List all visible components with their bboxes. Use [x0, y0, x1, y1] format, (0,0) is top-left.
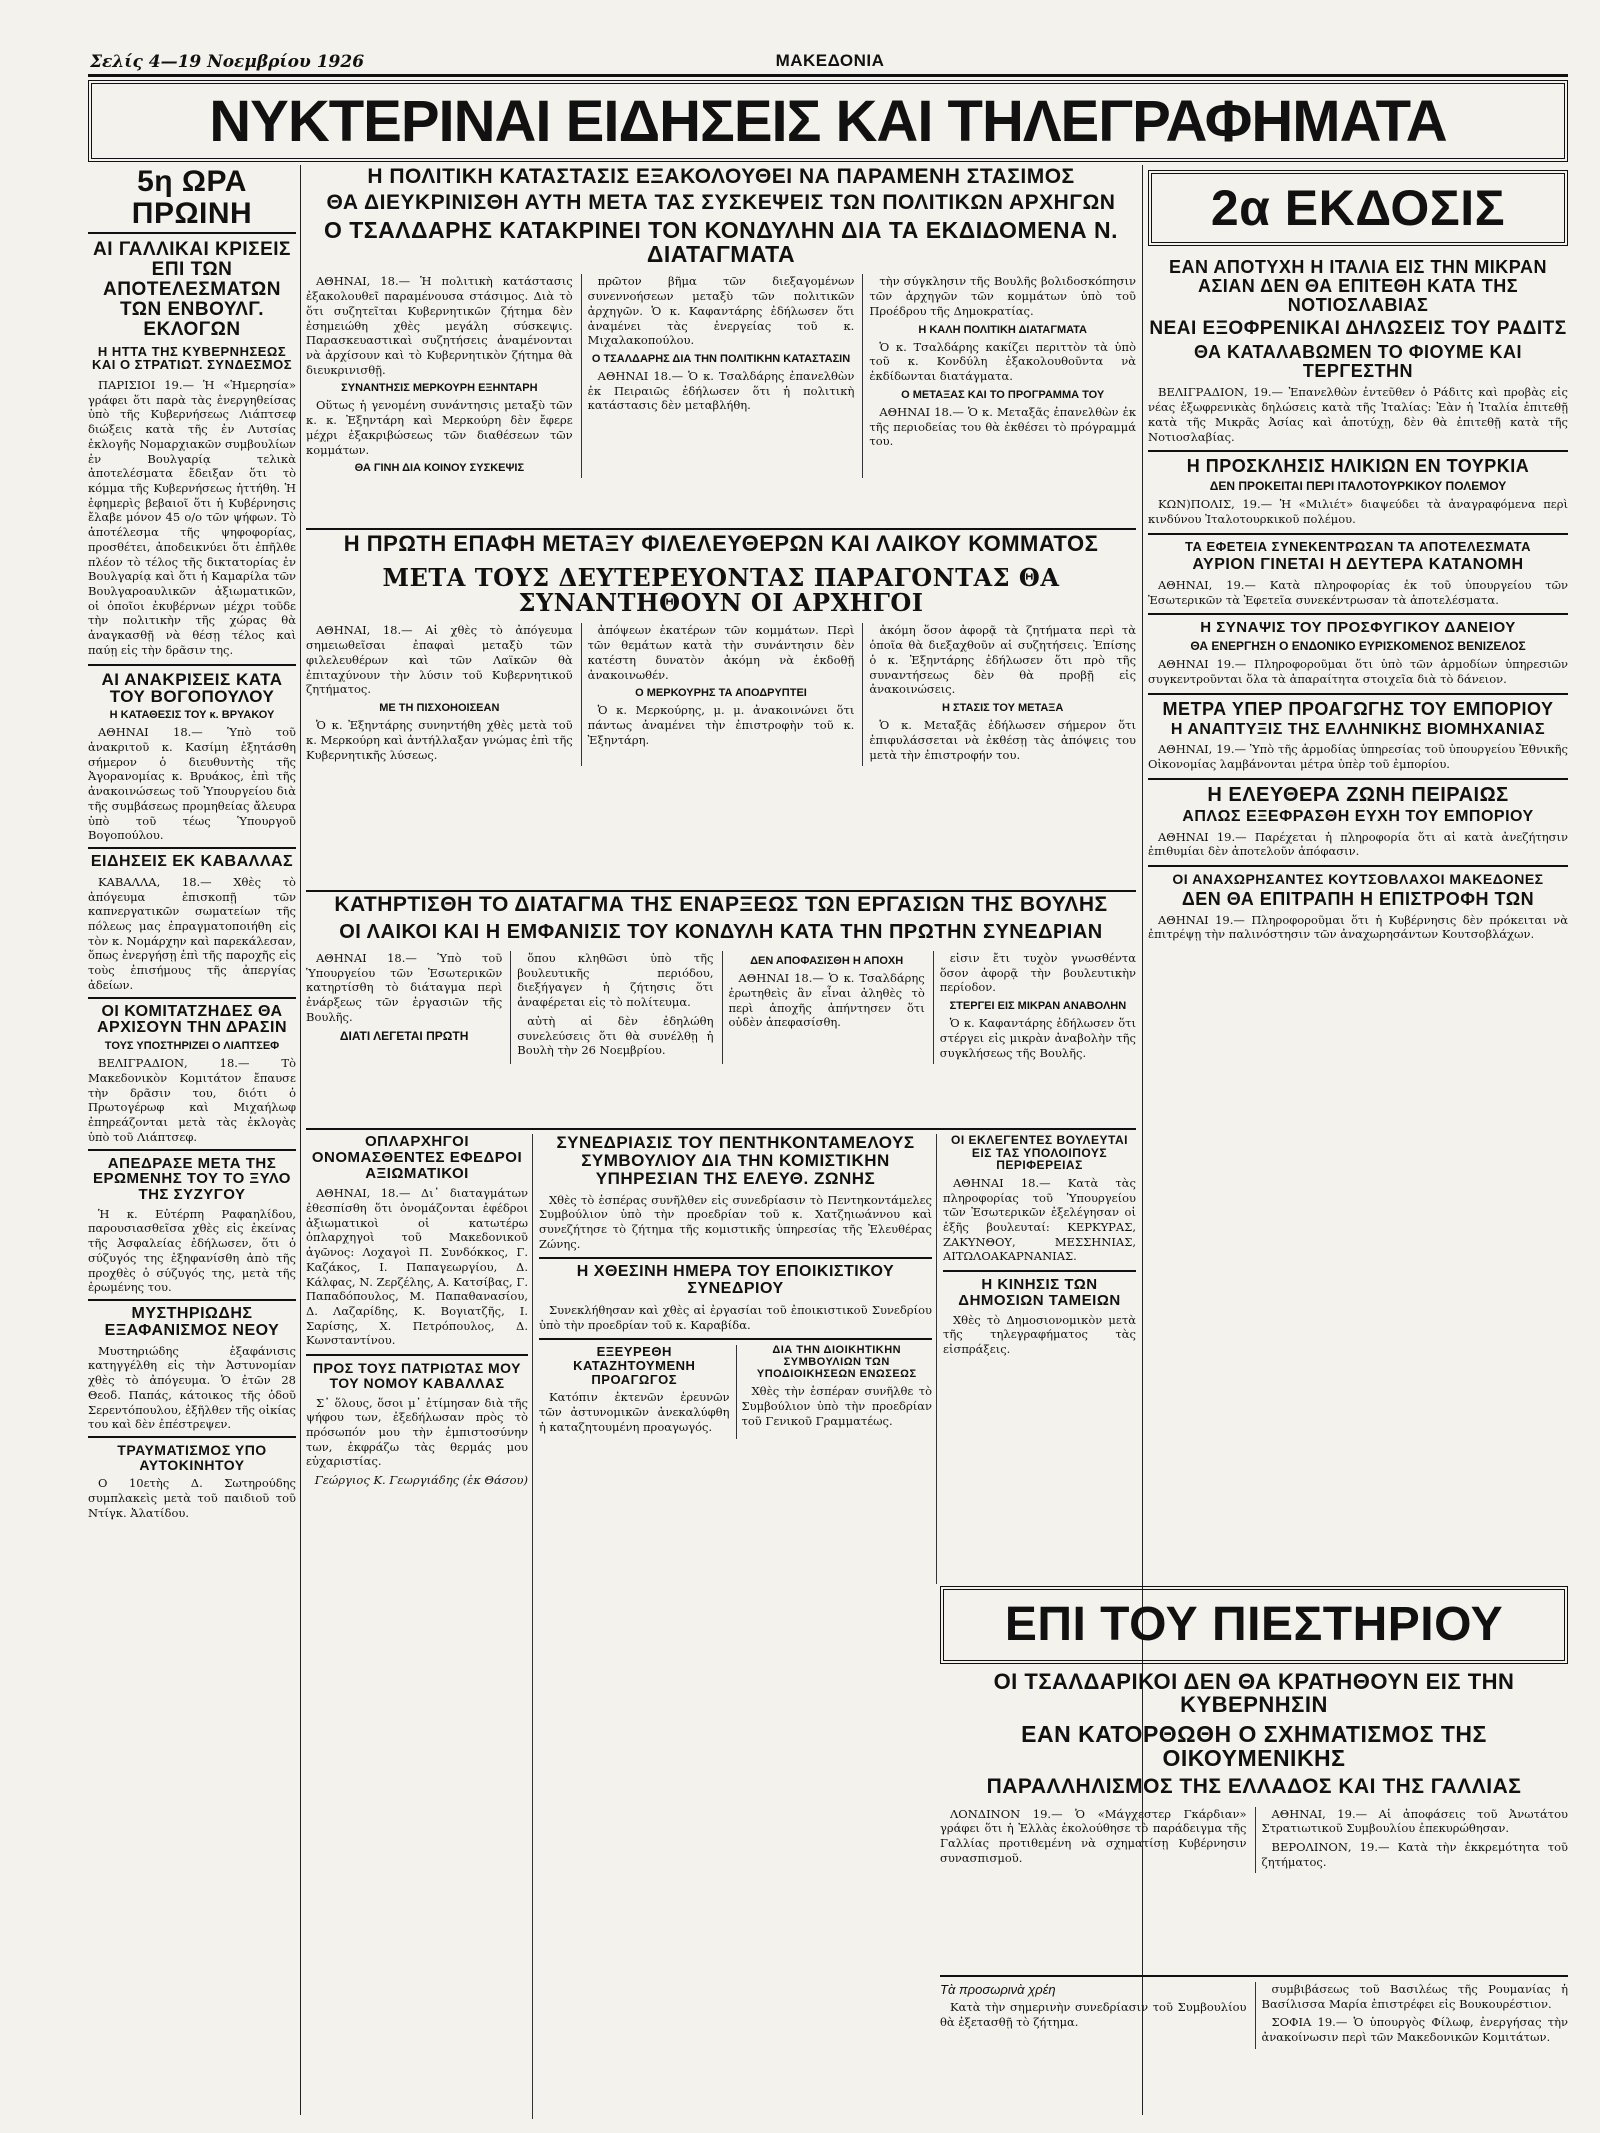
rule-mid-3: [306, 1128, 1136, 1130]
top-col-2: πρῶτον βῆμα τῶν διεξαγομένων συνεννοήσεων μεταξὺ τῶν πολιτικῶν ἀρχηγῶν. Ὁ κ. Καφαντάρης ἐδήλωσεν ὅτι ἀναμένει τὰς ἐνεργείας τοῦ κ. Μιχαλακοπούλου. Ο ΤΣΑΛΔΑΡΗΣ ΔΙΑ ΤΗΝ ΠΟΛΙΤΙΚΗΝ ΚΑΤΑΣΤΑΣΙΝ ΑΘΗΝΑΙ 18.— Ὁ κ. Τσαλδάρης ἐπανελθὼν ἐκ Πειραιῶς ἐδήλωσεν ὅτι ἡ πολιτικὴ κατάστασις δὲν μεταβλήθη.: [581, 274, 855, 478]
italy-text: ΒΕΛΙΓΡΑΔΙΟΝ, 19.— Ἐπανελθὼν ἐντεῦθεν ὁ Ράδιτς καὶ προβὰς εἰς νέας ἐξωφρενικὰς δηλώσεις κατὰ τῆς Ἰταλίας: Ἐὰν ἡ Ἰταλία ἐπιτεθῇ κατὰ τῆς Μικρᾶς Ἀσίας καὶ ἀποτύχῃ, δὲν θὰ ἐπιτεθῇ κατὰ τῆς Νοτιοσλαβίας.: [1148, 385, 1568, 444]
loan-headline: Η ΣΥΝΑΨΙΣ ΤΟΥ ΠΡΟΣΦΥΓΙΚΟΥ ΔΑΝΕΙΟΥ: [1148, 613, 1568, 636]
political-subhead: ΘΑ ΔΙΕΥΚΡΙΝΙΣΘΗ ΑΥΤΗ ΜΕΤΑ ΤΑΣ ΣΥΣΚΕΨΕΙΣ ΤΩΝ ΠΟΛΙΤΙΚΩΝ ΑΡΧΗΓΩΝ: [326, 191, 1116, 215]
loan-subhead: ΘΑ ΕΝΕΡΓΗΣΗ Ο ΕΝΔΟΝΙΚΟ ΕΥΡΙΣΚΟΜΕΝΟΣ ΒΕΝΙΖΕΛΟΣ: [1190, 639, 1526, 654]
procuress-headline: ΕΞΕΥΡΕΘΗ ΚΑΤΑΖΗΤΟΥΜΕΝΗ ΠΡΟΑΓΩΓΟΣ: [573, 1344, 696, 1387]
patriots-signature: Γεώργιος Κ. Γεωργιάδης (ἐκ Θάσου): [314, 1473, 528, 1488]
free-zone-subhead: ΑΠΛΩΣ ΕΞΕΦΡΑΣΘΗ ΕΥΧΗ ΤΟΥ ΕΜΠΟΡΙΟΥ: [1182, 807, 1534, 825]
komitadji-subhead: ΤΟΥΣ ΥΠΟΣΤΗΡΙΖΕΙ Ο ΛΙΑΠΤΣΕΦ: [104, 1040, 280, 1053]
lower-col-b: [532, 1134, 932, 2119]
mid-col-3-sub: Η ΣΤΑΣΙΣ ΤΟΥ ΜΕΤΑΞΑ: [942, 702, 1064, 715]
congress-text: Συνεκλήθησαν καὶ χθὲς αἱ ἐργασίαι τοῦ ἐποικιστικοῦ Συνεδρίου ὑπὸ τὴν προεδρίαν τοῦ κ. Καραβίδα.: [539, 1303, 932, 1332]
romania-text: συμβιβάσεως τοῦ Βασιλέως τῆς Ρουμανίας ἡ Βασίλισσα Μαρία ἐπιστρέφει εἰς Βουκουρέστιον. ΣΟΦΙΑ 19.— Ὁ ὑπουργὸς Φίλωφ, ἐνεργήσας τὴν ἀνακοίνωσιν περὶ τῶν Μακεδονικῶν Κομιτάτων.: [1255, 1982, 1569, 2049]
injury-headline: ΤΡΑΥΜΑΤΙΣΜΟΣ ΥΠΟ ΑΥΤΟΚΙΝΗΤΟΥ: [88, 1436, 296, 1472]
patriots-headline: ΠΡΟΣ ΤΟΥΣ ΠΑΤΡΙΩΤΑΣ ΜΟΥ ΤΟΥ ΝΟΜΟΥ ΚΑΒΑΛΛΑΣ: [306, 1354, 528, 1390]
turkey-headline: Η ΠΡΟΣΚΛΗΣΙΣ ΗΛΙΚΙΩΝ ΕΝ ΤΟΥΡΚΙΑ: [1148, 450, 1568, 476]
first-contact-subhead: ΜΕΤΑ ΤΟΥΣ ΔΕΥΤΕΡΕΥΟΝΤΑΣ ΠΑΡΑΓΟΝΤΑΣ ΘΑ ΣΥΝΑΝΤΗΘΟΥΝ ΟΙ ΑΡΧΗΓΟΙ: [382, 563, 1060, 618]
vlachs-text: ΑΘΗΝΑΙ 19.— Πληροφοροῦμαι ὅτι ἡ Κυβέρνησις δὲν πρόκειται νὰ ἐπιτρέψῃ τὴν παλινόστησιν τῶν ἀναχωρησάντων Κουτσοβλάχων.: [1148, 912, 1568, 942]
edition-box: [1148, 170, 1568, 246]
courts-subhead: ΑΥΡΙΟΝ ΓΙΝΕΤΑΙ Η ΔΕΥΤΕΡΑ ΚΑΤΑΝΟΜΗ: [1192, 556, 1524, 574]
escape-headline: ΑΠΕΔΡΑΣΕ ΜΕΤΑ ΤΗΣ ΕΡΩΜΕΝΗΣ ΤΟΥ ΤΟ ΞΥΛΟ ΤΗΣ ΣΥΖΥΓΟΥ: [88, 1149, 296, 1203]
boards-text: Χθὲς τὴν ἑσπέραν συνῆλθε τὸ Συμβούλιον ὑπὸ τὴν προεδρίαν τοῦ Γενικοῦ Γραμματέως.: [741, 1384, 932, 1428]
sitting-story: [306, 894, 1136, 1126]
press-col-1: ΛΟΝΔΙΝΟΝ 19.— Ὁ «Μάγχεστερ Γκάρδιαν» γράφει ὅτι ἡ Ἑλλὰς ἐκολούθησε τὸ παράδειγμα τῆς Γαλλίας προτιθεμένη νὰ σχηματίσῃ Κυβέρνησιν συνασπισμοῦ.: [940, 1806, 1247, 1865]
italy-headline: ΕΑΝ ΑΠΟΤΥΧΗ Η ΙΤΑΛΙΑ ΕΙΣ ΤΗΝ ΜΙΚΡΑΝ ΑΣΙΑΝ ΔΕΝ ΘΑ ΕΠΙΤΕΘΗ ΚΑΤΑ ΤΗΣ ΝΟΤΙΟΣΛΑΒΙΑΣ: [1169, 257, 1547, 315]
sitting-col-2: ὅπου κληθῶσι ὑπὸ τῆς βουλευτικῆς περιόδου, διεξήγαγεν ἡ ζήτησις ὅτι ἀναφέρεται εἰς τὸ πολίτευμα. αὐτὴ αἱ δὲν ἐδηλώθη συνελεύσεις ὅτι θὰ συνέλθῃ ἡ Βουλὴ τὴν 26 Νοεμβρίου.: [510, 951, 713, 1064]
sitting-col-3: ΔΕΝ ΑΠΟΦΑΣΙΣΘΗ Η ΑΠΟΧΗ ΑΘΗΝΑΙ 18.— Ὁ κ. Τσαλδάρης ἐρωτηθεὶς ἂν εἶναι ἀληθὲς τὸ περὶ ἀποχῆς ἀπήντησεν ὅτι οὐδὲν ἀπεφασίσθη.: [722, 951, 925, 1064]
mid-col-3: ἀκόμη ὅσον ἀφορᾷ τὰ ζητήματα περὶ τὰ ὁποῖα θὰ διεξαχθοῦν αἱ συζητήσεις. Ἐπίσης ὁ κ. Ἐξηντάρης ἐδήλωσεν ὅτι πρὸ τῆς συναντήσεως δὲν θὰ προβῇ εἰς ἀνακοινώσεις. Η ΣΤΑΣΙΣ ΤΟΥ ΜΕΤΑΞΑ Ὁ κ. Μεταξᾶς ἐδήλωσεν σήμερον ὅτι ἐπιφυλάσσεται νὰ ἐκθέσῃ τὰς ἀπόψεις του μετὰ τὴν ἐπιστροφήν του.: [862, 623, 1136, 766]
page-date: Σελίς 4—19 Νοεμβρίου 1926: [90, 52, 365, 72]
komitadji-text: ΒΕΛΙΓΡΑΔΙΟΝ, 18.— Τὸ Μακεδονικὸν Κομιτάτον ἔπαυσε τὴν δρᾶσιν του, διότι ὁ Πρωτογέρωφ καὶ Μιχαήλωφ ἐπηρεάζονται μετὰ τὰς ἐκλογὰς ὑπὸ τοῦ Λιάπτσεφ.: [88, 1056, 296, 1144]
escape-text: Ἡ κ. Εὐτέρπη Ραφαηλίδου, παρουσιασθεῖσα χθὲς εἰς ἐκείνας τῆς Ἀσφαλείας ἐδήλωσεν, ὅτι ὁ σύζυγός της ἐξηφανίσθη ἀπὸ τῆς προχθὲς ὁ σύζυγός της, μετὰ τῆς ἐρωμένης του.: [88, 1206, 296, 1295]
courts-text: ΑΘΗΝΑΙ, 19.— Κατὰ πληροφορίας ἐκ τοῦ ὑπουργείου τῶν Ἐσωτερικῶν τὰ Ἐφετεῖα συνεκέντρωσαν τὰ ἀποτελέσματα.: [1148, 578, 1568, 607]
disappearance-headline: ΜΥΣΤΗΡΙΩΔΗΣ ΕΞΑΦΑΝΙΣΜΟΣ ΝΕΟΥ: [88, 1299, 296, 1340]
kavala-headline: ΕΙΔΗΣΕΙΣ ΕΚ ΚΑΒΑΛΛΑΣ: [88, 847, 296, 871]
banner-headline: ΝΥΚΤΕΡΙΝΑΙ ΕΙΔΗΣΕΙΣ ΚΑΙ ΤΗΛΕΓΡΑΦΗΜΑΤΑ: [209, 89, 1447, 154]
first-contact-headline: Η ΠΡΩΤΗ ΕΠΑΦΗ ΜΕΤΑΞΥ ΦΙΛΕΛΕΥΘΕΡΩΝ ΚΑΙ ΛΑΙΚΟΥ ΚΟΜΜΑΤΟΣ: [343, 532, 1099, 556]
sitting-subhead: ΟΙ ΛΑΙΚΟΙ ΚΑΙ Η ΕΜΦΑΝΙΣΙΣ ΤΟΥ ΚΟΝΔΥΛΗ ΚΑΤΑ ΤΗΝ ΠΡΩΤΗΝ ΣΥΝΕΔΡΙΑΝ: [339, 921, 1103, 944]
main-top-story: [306, 166, 1136, 526]
edition-label: 2α ΕΚΔΟΣΙΣ: [1210, 180, 1506, 236]
top-col-1: ΑΘΗΝΑΙ, 18.— Ἡ πολιτικὴ κατάστασις ἐξακολουθεῖ παραμένουσα στάσιμος. Διὰ τὸ ὅτι συζητεῖται Κυβερνητικῶν ζήτημα δὲν ἐσημειώθη χθὲς μεγάλη σύσκεψις. Παρασκευαστικαὶ συζητήσεις ἀναμένονται νὰ ἀρχίσουν καὶ τὸ Κυβερνητικὸν ζήτημα θὰ διευκρινισθῇ. ΣΥΝΑΝΤΗΣΙΣ ΜΕΡΚΟΥΡΗ ΕΞΗΝΤΑΡΗ Οὕτως ἡ γενομένη συνάντησις μεταξὺ τῶν κ. κ. Ἐξηντάρη καὶ Μερκούρη δὲν ἔφερε μέχρι ἐξακριβώσεως τῶν διαθέσεων τῶν κομμάτων. ΘΑ ΓΙΝΗ ΔΙΑ ΚΟΙΝΟΥ ΣΥΣΚΕΨΙΣ: [306, 274, 573, 475]
free-zone-headline: Η ΕΛΕΥΘΕΡΑ ΖΩΝΗ ΠΕΙΡΑΙΩΣ: [1148, 778, 1568, 806]
lower-col-c: [936, 1134, 1136, 1584]
turkey-subhead: ΔΕΝ ΠΡΟΚΕΙΤΑΙ ΠΕΡΙ ΙΤΑΛΟΤΟΥΡΚΙΚΟΥ ΠΟΛΕΜΟΥ: [1209, 479, 1507, 494]
oplarchigoi-text: ΑΘΗΝΑΙ, 18.— Δι᾽ διαταγμάτων ἐθεσπίσθη ὅτι ὀνομάζονται ἐφέδροι ἀξιωματικοὶ οἱ κατωτέρω ὁπλαρχηγοὶ τοῦ Μακεδονικοῦ ἀγῶνος: Λοχαγοὶ Π. Συνδόκκος, Γ. Καζάκος, Ι. Παπαγεωργίου, Δ. Κάλφας, Ν. Ζερζέλης, Α. Κατσίβας, Γ. Παπαδόπουλος, Μ. Παπαθανασίου, Δ. Λαζαρίδης, Κ. Βογιατζῆς, Ι. Σαρίσης, Χ. Πετρόπουλος, Δ. Κωνσταντίνου.: [306, 1186, 528, 1348]
right-column: [1148, 166, 1568, 1531]
vogopoulos-headline: ΑΙ ΑΝΑΚΡΙΣΕΙΣ ΚΑΤΑ ΤΟΥ ΒΟΓΟΠΟΥΛΟΥ: [88, 664, 296, 707]
press-title: ΕΠΙ ΤΟΥ ΠΙΕΣΤΗΡΙΟΥ: [1004, 1598, 1504, 1651]
patriots-text: Σ᾽ ὅλους, ὅσοι μ᾽ ἐτίμησαν διὰ τῆς ψήφου των, ἐξεδήλωσαν πρὸς τὸ πρόσωπόν μου τὴν ἐμπιστοσύνην των, ἐκφράζω τὰς θερμάς μου εὐχαριστίας.: [306, 1395, 528, 1469]
free-zone-text: ΑΘΗΝΑΙ 19.— Παρέχεται ἡ πληροφορία ὅτι αἱ κατὰ ἀνεζήτησιν ἐπιθυμίαι δὲν ἀποτελοῦν ἀπόφασιν.: [1148, 829, 1568, 859]
komitadji-headline: ΟΙ ΚΟΜΙΤΑΤΖΗΔΕΣ ΘΑ ΑΡΧΙΣΟΥΝ ΤΗΝ ΔΡΑΣΙΝ: [88, 997, 296, 1038]
fiume-subhead: ΘΑ ΚΑΤΑΛΑΒΩΜΕΝ ΤΟ ΦΙΟΥΜΕ ΚΑΙ ΤΕΡΓΕΣΤΗΝ: [1193, 341, 1523, 381]
commerce-text: ΑΘΗΝΑΙ, 19.— Ὑπὸ τῆς ἁρμοδίας ὑπηρεσίας τοῦ ὑπουργείου Ἐθνικῆς Οἰκονομίας λαμβάνονται μέτρα ὑπὲρ τοῦ ἐμπορίου.: [1148, 742, 1568, 772]
deputies-text: ΑΘΗΝΑΙ 18.— Κατὰ τὰς πληροφορίας τοῦ Ὑπουργείου τῶν Ἐσωτερικῶν ἐξελέγησαν οἱ ἑξῆς βουλευταί: ΚΕΡΚΥΡΑΣ, ΖΑΚΥΝΘΟΥ, ΜΕΣΣΗΝΙΑΣ, ΑΙΤΩΛΟΑΚΑΡΝΑΝΙΑΣ.: [943, 1175, 1136, 1264]
bottom-strip: [940, 1975, 1568, 2115]
hour-headline: 5η ΩΡΑ ΠΡΩΙΝΗ: [88, 166, 296, 234]
council-text: Χθὲς τὸ ἑσπέρας συνῆλθεν εἰς συνεδρίασιν τὸ Πεντηκοντάμελες Συμβούλιον ὑπὸ τὴν προεδρίαν τοῦ κ. Χατζηιωάννου καὶ συνεζήτησε τὸ ζήτημα τῆς κομιστικῆς ὑπηρεσίας τῆς Ἐλευθέρας Ζώνης.: [539, 1192, 932, 1251]
kavala-text: ΚΑΒΑΛΛΑ, 18.— Χθὲς τὸ ἀπόγευμα ἐπισκοπῇ τῶν καπνεργατικῶν σωματείων τῆς πόλεως μας ἐπραγματοποιήθη εἰς τὸν κ. Νομάρχην καὶ παρεκάλεσαν, ὅπως ἐνεργήσῃ ἐπὶ τῆς παροχῆς εἰς τοὺς ἐπισήμους τῆς ἀπεργίας ἀδείων.: [88, 874, 296, 992]
oplarchigoi-headline: ΟΠΛΑΡΧΗΓΟΙ ΟΝΟΜΑΣΘΕΝΤΕΣ ΕΦΕΔΡΟΙ ΑΞΙΩΜΑΤΙΚΟΙ: [311, 1134, 523, 1182]
press-story: [940, 1670, 1568, 1970]
commerce-subhead: Η ΑΝΑΠΤΥΞΙΣ ΤΗΣ ΕΛΛΗΝΙΚΗΣ ΒΙΟΜΗΧΑΝΙΑΣ: [1170, 720, 1546, 738]
press-headline-3: ΠΑΡΑΛΛΗΛΙΣΜΟΣ ΤΗΣ ΕΛΛΑΔΟΣ ΚΑΙ ΤΗΣ ΓΑΛΛΙΑΣ: [986, 1775, 1522, 1799]
political-headline: Η ΠΟΛΙΤΙΚΗ ΚΑΤΑΣΤΑΣΙΣ ΕΞΑΚΟΛΟΥΘΕΙ ΝΑ ΠΑΡΑΜΕΝΗ ΣΤΑΣΙΜΟΣ: [367, 166, 1075, 188]
congress-headline: Η ΧΘΕΣΙΝΗ ΗΜΕΡΑ ΤΟΥ ΕΠΟΙΚΙΣΤΙΚΟΥ ΣΥΝΕΔΡΙΟΥ: [539, 1257, 932, 1298]
press-headline-1: ΟΙ ΤΣΑΛΔΑΡΙΚΟΙ ΔΕΝ ΘΑ ΚΡΑΤΗΘΟΥΝ ΕΙΣ ΤΗΝ ΚΥΒΕΡΝΗΣΙΝ: [993, 1670, 1515, 1718]
vlachs-subhead: ΔΕΝ ΘΑ ΕΠΙΤΡΑΠΗ Η ΕΠΙΣΤΡΟΦΗ ΤΩΝ: [1181, 888, 1535, 909]
sitting-col-1-sub: ΔΙΑΤΙ ΛΕΓΕΤΑΙ ΠΡΩΤΗ: [339, 1028, 469, 1043]
sitting-col-3-sub: ΔΕΝ ΑΠΟΦΑΣΙΣΘΗ Η ΑΠΟΧΗ: [750, 955, 904, 968]
press-col-2: ΑΘΗΝΑΙ, 19.— Αἱ ἀποφάσεις τοῦ Ἀνωτάτου Στρατιωτικοῦ Συμβουλίου ἐπεκυρώθησαν. ΒΕΡΟΛΙΝΟΝ, 19.— Κατὰ τὴν ἐκκρεμότητα τοῦ ζητήματος.: [1255, 1807, 1569, 1874]
loan-text: ΑΘΗΝΑΙ 19.— Πληροφοροῦμαι ὅτι ὑπὸ τῶν ἁρμοδίων ὑπηρεσιῶν συγκεντροῦνται ὅλα τὰ ἀπαραίτητα στοιχεῖα διὰ τὸ δάνειον.: [1148, 657, 1568, 686]
injury-text: Ο 10ετὴς Δ. Σωτηρούδης συμπλακεὶς μετὰ τοῦ παιδιοῦ τοῦ Ντίγκ. Ἀλατίδου.: [88, 1476, 296, 1520]
treasury-headline: Η ΚΙΝΗΣΙΣ ΤΩΝ ΔΗΜΟΣΙΩΝ ΤΑΜΕΙΩΝ: [943, 1270, 1136, 1309]
turkey-text: ΚΩΝ)ΠΟΛΙΣ, 19.— Ἡ «Μιλιέτ» διαψεύδει τὰ ἀναγραφόμενα περὶ κινδύνου Ἰταλοτουρκικοῦ πολέμου.: [1148, 497, 1568, 526]
top-col-3: τὴν σύγκλησιν τῆς Βουλῆς βολιδοσκόπησιν τῶν ἀρχηγῶν τῶν κομμάτων ὑπὸ τοῦ Προέδρου τῆς Δημοκρατίας. Η ΚΑΛΗ ΠΟΛΙΤΙΚΗ ΔΙΑΤΑΓΜΑΤΑ Ὁ κ. Τσαλδάρης κακίζει περιττὸν τὰ ὑπὸ τοῦ κ. Κονδύλη ἐξακολουθοῦντα νὰ ἐκδίδωνται διατάγματα. Ο ΜΕΤΑΞΑΣ ΚΑΙ ΤΟ ΠΡΟΓΡΑΜΜΑ ΤΟΥ ΑΘΗΝΑΙ 18.— Ὁ κ. Μεταξᾶς ἐπανελθὼν ἐκ τῆς περιοδείας του θὰ ἐκθέσει τὸ πρόγραμμά του.: [862, 274, 1136, 478]
vogopoulos-subhead: Η ΚΑΤΑΘΕΣΙΣ ΤΟΥ κ. ΒΡΥΑΚΟΥ: [109, 709, 275, 722]
debts-text: Κατὰ τὴν σημερινὴν συνεδρίασιν τοῦ Συμβουλίου θὰ ἐξετασθῇ τὸ ζήτημα.: [940, 2000, 1247, 2029]
rule-mid-2: [306, 890, 1136, 892]
paper-name: ΜΑΚΕΔΟΝΙΑ: [775, 52, 885, 70]
boards-headline: ΔΙΑ ΤΗΝ ΔΙΟΙΚΗΤΙΚΗΝ ΣΥΜΒΟΥΛΙΩΝ ΤΩΝ ΥΠΟΔΙΟΙΚΗΣΕΩΝ ΕΝΩΣΕΩΣ: [756, 1344, 917, 1380]
mid-col-2: ἀπόψεων ἐκατέρων τῶν κομμάτων. Περὶ τῶν θεμάτων κατὰ τὴν συνάντησιν δὲν κατέστη δυνατὸν ἀκόμη νὰ ἐκδοθῇ ἀνακοινωθέν. Ο ΜΕΡΚΟΥΡΗΣ ΤΑ ΑΠΟΔΡΥΠΤΕΙ Ὁ κ. Μερκούρης, μ. μ. ἀνακοινώνει ὅτι πάντως ἀναμένει τὴν ἐπιστροφὴν τοῦ κ. Ἐξηντάρη.: [581, 623, 855, 766]
top-col-1-sub2: ΘΑ ΓΙΝΗ ΔΙΑ ΚΟΙΝΟΥ ΣΥΣΚΕΨΙΣ: [354, 462, 525, 475]
deputies-headline: ΟΙ ΕΚΛΕΓΕΝΤΕΣ ΒΟΥΛΕΥΤΑΙ ΕΙΣ ΤΑΣ ΥΠΟΛΟΙΠΟΥΣ ΠΕΡΙΦΕΡΕΙΑΣ: [951, 1134, 1128, 1173]
mid-col-1: ΑΘΗΝΑΙ, 18.— Αἱ χθὲς τὸ ἀπόγευμα σημειωθεῖσαι ἐπαφαὶ μεταξὺ τῶν φιλελευθέρων καὶ τῶν Λαϊκῶν θὰ ἐπιταχύνουν τὴν λύσιν τοῦ Κυβερνητικοῦ ζητήματος. ΜΕ ΤΗ ΠΙΣΧΟΗΟΙΣΕΑΝ Ὁ κ. Ἐξηντάρης συνηντήθη χθὲς μετὰ τοῦ κ. Μερκούρη καὶ ἀντήλλαξαν γνώμας ἐπὶ τῆς Κυβερνητικῆς λύσεως.: [306, 623, 573, 762]
commerce-headline: ΜΕΤΡΑ ΥΠΕΡ ΠΡΟΑΓΩΓΗΣ ΤΟΥ ΕΜΠΟΡΙΟΥ: [1148, 693, 1568, 719]
mid-col-2-sub: Ο ΜΕΡΚΟΥΡΗΣ ΤΑ ΑΠΟΔΡΥΠΤΕΙ: [635, 687, 807, 700]
radic-subhead: ΝΕΑΙ ΕΞΟΦΡΕΝΙΚΑΙ ΔΗΛΩΣΕΙΣ ΤΟΥ ΡΑΔΙΤΣ: [1149, 317, 1567, 339]
courts-headline: ΤΑ ΕΦΕΤΕΙΑ ΣΥΝΕΚΕΝΤΡΩΣΑΝ ΤΑ ΑΠΟΤΕΛΕΣΜΑΤΑ: [1148, 533, 1568, 554]
vlachs-headline: ΟΙ ΑΝΑΧΩΡΗΣΑΝΤΕΣ ΚΟΥΤΣΟΒΛΑΧΟΙ ΜΑΚΕΔΟΝΕΣ: [1148, 865, 1568, 887]
top-col-3-sub2: Ο ΜΕΤΑΞΑΣ ΚΑΙ ΤΟ ΠΡΟΓΡΑΜΜΑ ΤΟΥ: [901, 388, 1105, 401]
left-column: [88, 166, 296, 2121]
council-headline: ΣΥΝΕΔΡΙΑΣΙΣ ΤΟΥ ΠΕΝΤΗΚΟΝΤΑΜΕΛΟΥΣ ΣΥΜΒΟΥΛΙΟΥ ΔΙΑ ΤΗΝ ΚΟΜΙΣΤΙΚΗΝ ΥΠΗΡΕΣΙΑΝ ΤΗΣ ΕΛΕΥΘ. ΖΩΝΗΣ: [556, 1134, 915, 1188]
mid-col-1-sub: ΜΕ ΤΗ ΠΙΣΧΟΗΟΙΣΕΑΝ: [379, 702, 500, 715]
french-crisis-subhead: Η ΗΤΤΑ ΤΗΣ ΚΥΒΕΡΝΗΣΕΩΣ ΚΑΙ Ο ΣΤΡΑΤΙΩΤ. ΣΥΝΔΕΣΜΟΣ: [91, 343, 293, 373]
mid-band-story: [306, 532, 1136, 892]
tsaldaris-headline: Ο ΤΣΑΛΔΑΡΗΣ ΚΑΤΑΚΡΙΝΕΙ ΤΟΝ ΚΟΝΔΥΛΗΝ ΔΙΑ ΤΑ ΕΚΔΙΔΟΜΕΝΑ Ν. ΔΙΑΤΑΓΜΑΤΑ: [323, 217, 1119, 268]
sitting-col-4: εἰσιν ἔτι τυχὸν γνωσθέντα ὅσον ἀφορᾷ τὴν βουλευτικὴν περίοδον. ΣΤΕΡΓΕΙ ΕΙΣ ΜΙΚΡΑΝ ΑΝΑΒΟΛΗΝ Ὁ κ. Καφαντάρης ἐδήλωσεν ὅτι στέργει εἰς μικρὰν ἀναβολὴν τῆς συγκλήσεως τῆς Βουλῆς.: [933, 951, 1136, 1064]
french-crisis-text: ΠΑΡΙΣΙΟΙ 19.— Ἡ «Ἡμερησία» γράφει ὅτι παρὰ τὰς ἐνεργηθείσας ὑπὸ τῆς Κυβερνήσεως Λιάπτσεφ διώξεις κατὰ τῆς ἐν Λυτσίας ἐκλογῆς Νομαρχιακῶν συμβουλίων ἐν Βουλγαρίᾳ τελικὰ ἀποτελέσματα ἔδειξαν ὅτι τὸ κόμμα τῆς Κυβερνήσεως ἠττήθη. Ἡ ἐφημερὶς βεβαιοῖ ὅτι ἡ Κυβέρνησις ἔλαβε μόνον 45 ο/ο τῶν ψήφων. Τὸ ἀποτέλεσμα τῆς ψηφοφορίας, προσθέτει, ἀποδεικνύει ὅτι ἐπῆλθε πλέον τὸ τέλος τῆς δικτατορίας ἐν Βουλγαρίᾳ καὶ ὅτι ἡ Καμαρίλα τῶν Βουλγαροαυλικῶν ἀξιωματικῶν, οἱ ὁποῖοι ἐκυβέρνων μέχρι τοῦδε τὴν πολιτικὴν τῆς χώρας θὰ ἀναγκασθῇ νὰ θέσῃ τέλος καὶ παύῃ εἰς τὴν δρᾶσιν της.: [88, 377, 296, 657]
sitting-col-1: ΑΘΗΝΑΙ 18.— Ὑπὸ τοῦ Ὑπουργείου τῶν Ἐσωτερικῶν κατηρτίσθη τὸ διάταγμα περὶ ἐνάρξεως τῶν ἐργασιῶν τῆς Βουλῆς. ΔΙΑΤΙ ΛΕΓΕΤΑΙ ΠΡΩΤΗ: [306, 951, 503, 1043]
french-crisis-headline: ΑΙ ΓΑΛΛΙΚΑΙ ΚΡΙΣΕΙΣ ΕΠΙ ΤΩΝ ΑΠΟΤΕΛΕΣΜΑΤΩΝ ΤΩΝ ΕΝΒΟΥΛΓ. ΕΚΛΟΓΩΝ: [93, 239, 291, 340]
masthead-rule: [88, 74, 1568, 77]
top-col-3-sub: Η ΚΑΛΗ ΠΟΛΙΤΙΚΗ ΔΙΑΤΑΓΜΑΤΑ: [918, 323, 1087, 336]
press-headline-2: ΕΑΝ ΚΑΤΟΡΘΩΘΗ Ο ΣΧΗΜΑΤΙΣΜΟΣ ΤΗΣ ΟΙΚΟΥΜΕΝΙΚΗΣ: [1021, 1721, 1487, 1772]
col-rule-1: [300, 165, 301, 2115]
treasury-text: Χθὲς τὸ Δημοσιονομικὸν μετὰ τῆς τηλεγραφήματος τὰς εἰσπράξεις.: [943, 1312, 1136, 1357]
rule-mid-1: [306, 528, 1136, 530]
procuress-text: Κατόπιν ἐκτενῶν ἐρευνῶν τῶν ἀστυνομικῶν ἀνεκαλύφθη ἡ καταζητουμένη προαγωγός.: [539, 1390, 730, 1434]
top-col-2-sub: Ο ΤΣΑΛΔΑΡΗΣ ΔΙΑ ΤΗΝ ΠΟΛΙΤΙΚΗΝ ΚΑΤΑΣΤΑΣΙΝ: [591, 352, 851, 365]
top-col-1-sub: ΣΥΝΑΝΤΗΣΙΣ ΜΕΡΚΟΥΡΗ ΕΞΗΝΤΑΡΗ: [341, 382, 538, 395]
lower-col-a: [306, 1134, 528, 2119]
vogopoulos-text: ΑΘΗΝΑΙ 18.— Ὑπὸ τοῦ ἀνακριτοῦ κ. Κασίμη ἐξητάσθη σήμερον ὁ διευθυντὴς τῆς Ἀγορανομίας κ. Βρυάκος, ἐπὶ τῆς ἀνακοινώσεως τοῦ Ὑπουργείου διὰ τῆς συμβάσεως προμηθείας ἄλευρα ὑπὸ τοῦ τέως Ὑπουργοῦ Βογοπούλου.: [88, 725, 296, 843]
sitting-headline: ΚΑΤΗΡΤΙΣΘΗ ΤΟ ΔΙΑΤΑΓΜΑ ΤΗΣ ΕΝΑΡΞΕΩΣ ΤΩΝ ΕΡΓΑΣΙΩΝ ΤΗΣ ΒΟΥΛΗΣ: [334, 894, 1108, 916]
sitting-col-4-sub: ΣΤΕΡΓΕΙ ΕΙΣ ΜΙΚΡΑΝ ΑΝΑΒΟΛΗΝ: [949, 1000, 1127, 1013]
disappearance-text: Μυστηριώδης ἐξαφάνισις κατηγγέλθη εἰς τὴν Ἀστυνομίαν χθὲς τὸ ἀπόγευμα. Ὁ ἐτῶν 28 Θεοδ. Παπάς, κάτοικος τῆς ὁδοῦ Σερεντόπουλου, ἐξῆλθεν τῆς οἰκίας του καὶ δὲν ἐπέστρεψεν.: [88, 1343, 296, 1432]
press-box: [940, 1586, 1568, 1664]
debts-headline: Τὰ προσωρινὰ χρέη: [940, 1982, 1056, 1997]
